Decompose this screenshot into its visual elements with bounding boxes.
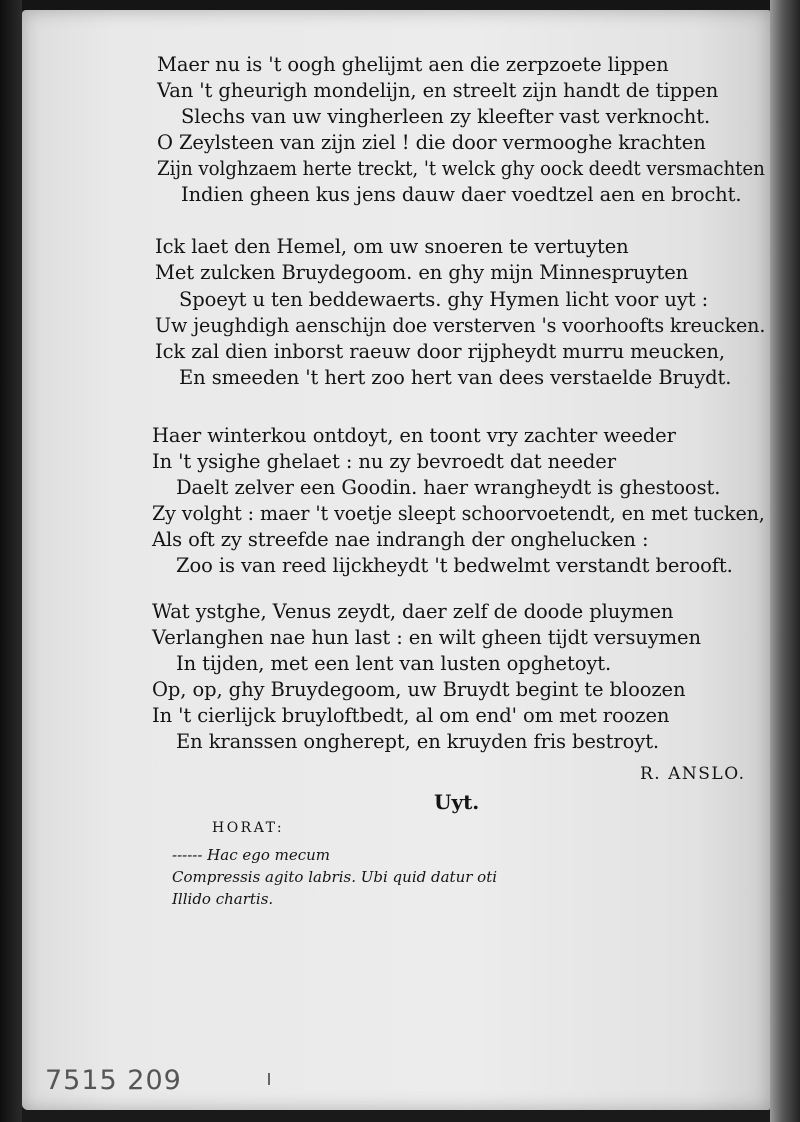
shelfmark-pencil-note: 7515 209 <box>45 1065 182 1096</box>
show-through-text <box>752 50 797 750</box>
end-mark: Uyt. <box>434 790 480 814</box>
poem-line: Op, op, ghy Bruydegoom, uw Bruydt begint te bloozen <box>152 678 686 701</box>
poem-line: Van 't gheurigh mondelijn, en streelt zijn handt de tippen <box>157 79 719 102</box>
latin-quote-line: Illido chartis. <box>172 890 274 908</box>
citation-label: HORAT: <box>212 820 285 836</box>
poem-line: Uw jeughdigh aenschijn doe versterven 's voorhoofts kreucken. <box>155 314 766 337</box>
poem-line: O Zeylsteen van zijn ziel ! die door vermooghe krachten <box>157 131 706 154</box>
poem-line: Zijn volghzaem herte treckt, 't welck ghy oock deedt versmachten <box>157 157 765 180</box>
poem-line: Ick laet den Hemel, om uw snoeren te vertuyten <box>155 235 629 258</box>
poem-line: Indien gheen kus jens dauw daer voedtzel aen en brocht. <box>181 183 742 206</box>
poem-line: Verlanghen nae hun last : en wilt gheen tijdt versuymen <box>152 626 701 649</box>
poem-line: Met zulcken Bruydegoom. en ghy mijn Minnespruyten <box>155 261 689 284</box>
poem-line: Spoeyt u ten beddewaerts. ghy Hymen licht voor uyt : <box>179 288 709 311</box>
poem-line: En smeeden 't hert zoo hert van dees verstaelde Bruydt. <box>179 366 732 389</box>
poem-line: Zy volght : maer 't voetje sleept schoorvoetendt, en met tucken, <box>152 502 765 525</box>
poem-line: In 't ysighe ghelaet : nu zy bevroedt dat needer <box>152 450 616 473</box>
poem-line: Haer winterkou ontdoyt, en toont vry zachter weeder <box>152 424 676 447</box>
poem-line: Ick zal dien inborst raeuw door rijpheydt murru meucken, <box>155 340 725 363</box>
poem-line: Daelt zelver een Goodin. haer wrangheydt is ghestoost. <box>176 476 721 499</box>
poem-line: En kranssen ongherept, en kruyden fris bestroyt. <box>176 730 660 753</box>
poem-line: Zoo is van reed lijckheydt 't bedwelmt verstandt berooft. <box>176 554 733 577</box>
scan-border-left <box>0 0 22 1122</box>
pencil-tick-mark <box>268 1073 270 1085</box>
author-signature: R. ANSLO. <box>640 764 746 784</box>
poem-line: Als oft zy streefde nae indrangh der onghelucken : <box>152 528 649 551</box>
poem-line: In 't cierlijck bruyloftbedt, al om end' om met roozen <box>152 704 670 727</box>
scan-border-top <box>0 0 800 10</box>
latin-quote-line: Compressis agito labris. Ubi quid datur oti <box>172 868 498 886</box>
poem-line: Slechs van uw vingherleen zy kleefter vast verknocht. <box>181 105 711 128</box>
poem-line: In tijden, met een lent van lusten opghetoyt. <box>176 652 612 675</box>
poem-line: Maer nu is 't oogh ghelijmt aen die zerpzoete lippen <box>157 53 669 76</box>
latin-quote-line: ------ Hac ego mecum <box>172 846 331 864</box>
poem-line: Wat ystghe, Venus zeydt, daer zelf de doode pluymen <box>152 600 674 623</box>
